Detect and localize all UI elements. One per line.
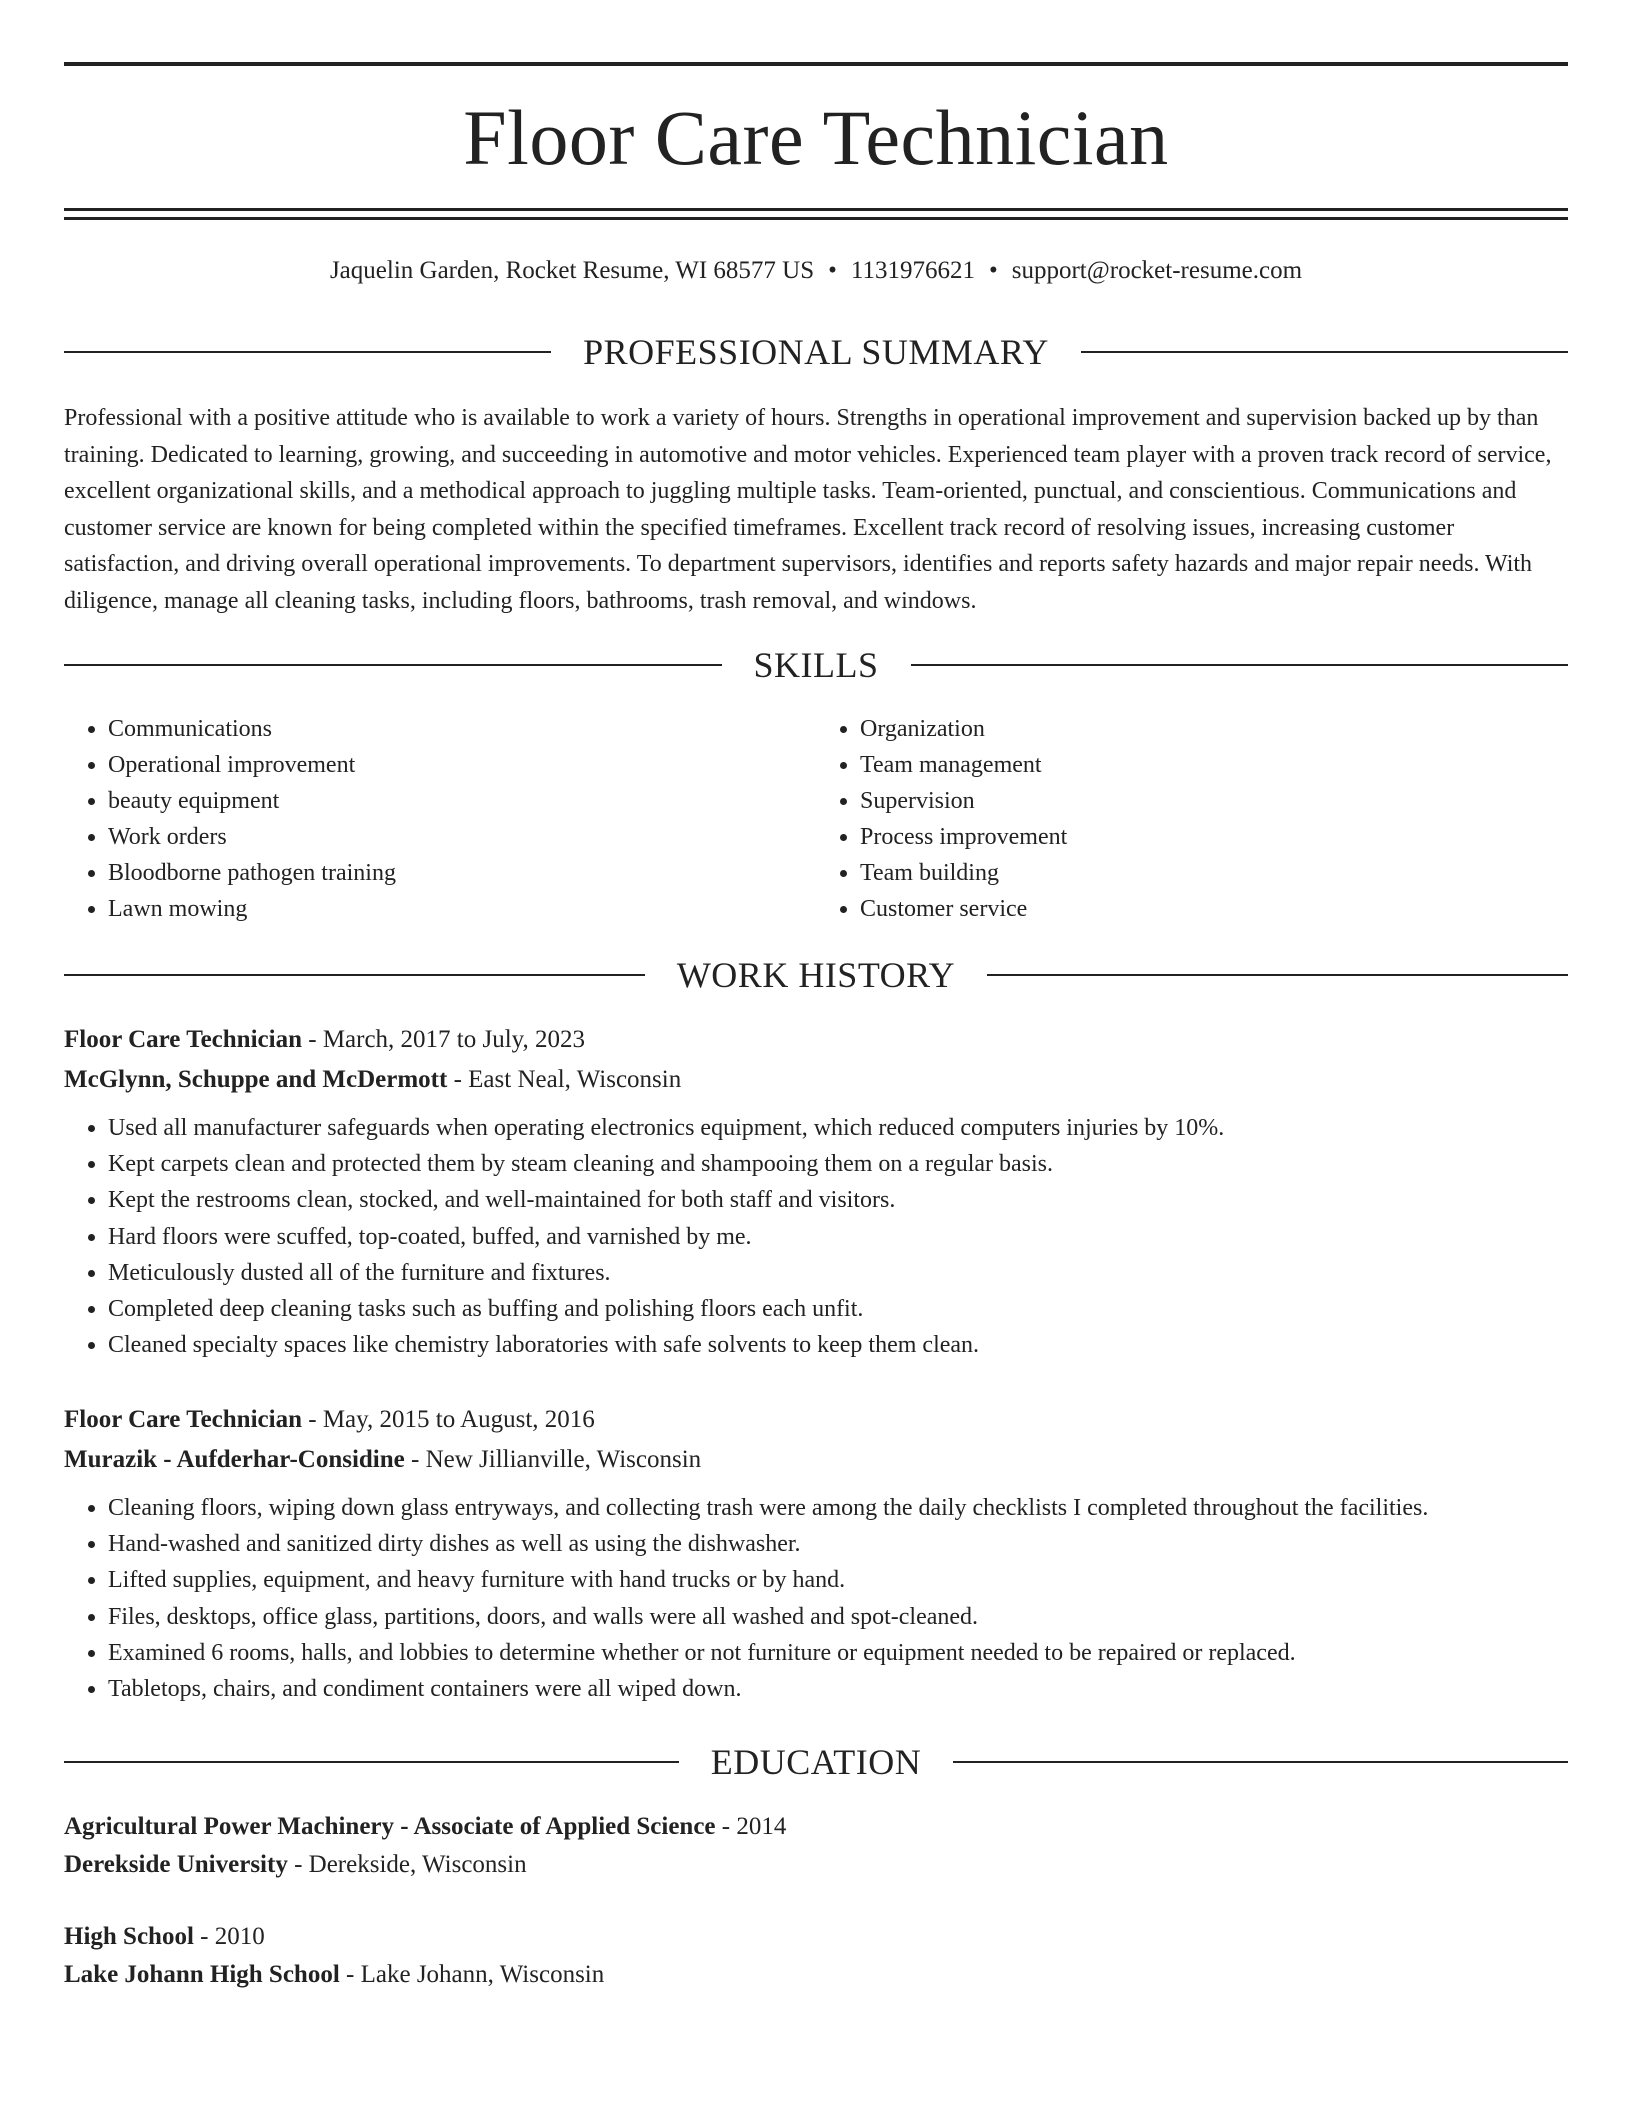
section-header-skills xyxy=(64,643,1568,687)
skills-list xyxy=(64,711,1568,927)
job-bullet: • Files, desktops, office glass, partitions, doors, and walls were all washed and spot-cleaned. xyxy=(108,1599,1568,1635)
education-year: 2014 xyxy=(736,1813,787,1840)
job-bullet: • Cleaned specialty spaces like chemistry laboratories with safe solvents to keep them clean. xyxy=(108,1327,1568,1363)
dash: - xyxy=(453,1066,462,1093)
job-bullet: • Hard floors were scuffed, top-coated, buffed, and varnished by me. xyxy=(108,1219,1568,1255)
divider-line xyxy=(64,664,722,666)
dash: - xyxy=(308,1406,317,1433)
skill-item: • Team management xyxy=(860,747,1568,783)
top-rule xyxy=(64,62,1568,66)
education-school: Derekside University xyxy=(64,1851,288,1878)
job-company-line xyxy=(64,1440,1568,1480)
summary-text: Professional with a positive attitude who is available to work a variety of hours. Strengths in operational improvement and supervision backed up by than training. Dedicated to learning, growing, and succeeding in automotive and motor vehicles. Experienced team player with a proven track record of service, excellent organizational skills, and a methodical approach to juggling multiple tasks. Team-oriented, punctual, and conscientious. Communications and customer service are known for being completed within the specified timeframes. Excellent track record of resolving issues, increasing customer satisfaction, and driving overall operational improvements. To department supervisors, identifies and reports safety hazards and major repair needs. With diligence, manage all cleaning tasks, including floors, bathrooms, trash removal, and windows. xyxy=(64,405,1552,614)
education-degree: High School xyxy=(64,1923,194,1950)
divider-line xyxy=(987,974,1568,976)
divider-line xyxy=(64,974,645,976)
contact-email[interactable]: support@rocket-resume.com xyxy=(1011,257,1303,284)
dash: - xyxy=(346,1961,355,1988)
divider-line xyxy=(911,664,1569,666)
job-company: McGlynn, Schuppe and McDermott xyxy=(64,1066,448,1093)
job-bullets xyxy=(64,1490,1568,1707)
skill-item: • Lawn mowing xyxy=(108,891,816,927)
job-location: East Neal, Wisconsin xyxy=(468,1066,682,1093)
job-bullet: • Lifted supplies, equipment, and heavy furniture with hand trucks or by hand. xyxy=(108,1562,1568,1598)
contact-separator: • xyxy=(988,257,998,284)
job-bullet: • Meticulously dusted all of the furniture and fixtures. xyxy=(108,1255,1568,1291)
job-dates: March, 2017 to July, 2023 xyxy=(322,1026,586,1053)
skill-item: • Supervision xyxy=(860,783,1568,819)
dash: - xyxy=(200,1923,209,1950)
resume-title: Floor Care Technician xyxy=(463,94,1169,181)
section-header-education xyxy=(64,1740,1568,1784)
divider-line xyxy=(64,351,551,353)
education-entry xyxy=(64,1808,1568,1884)
divider-line xyxy=(1081,351,1568,353)
divider-line xyxy=(64,1761,679,1763)
education-school-line xyxy=(64,1846,1568,1884)
contact-address: Jaquelin Garden, Rocket Resume, WI 68577 US xyxy=(329,257,815,284)
contact-separator: • xyxy=(828,257,837,284)
dash: - xyxy=(411,1446,420,1473)
section-title-skills: SKILLS xyxy=(753,645,879,685)
contact-line xyxy=(64,254,1568,288)
job-bullets xyxy=(64,1110,1568,1363)
education-year: 2010 xyxy=(214,1923,265,1950)
skill-item: • Customer service xyxy=(860,891,1568,927)
title-double-rule xyxy=(64,208,1568,220)
education-degree: Agricultural Power Machinery - Associate of Applied Science xyxy=(64,1813,716,1840)
job-title: Floor Care Technician xyxy=(64,1406,302,1433)
skill-item: • Process improvement xyxy=(860,819,1568,855)
section-title-summary: PROFESSIONAL SUMMARY xyxy=(583,332,1049,372)
job-dates: May, 2015 to August, 2016 xyxy=(322,1406,595,1433)
job-bullet: • Cleaning floors, wiping down glass entryways, and collecting trash were among the daily checklists I completed throughout the facilities. xyxy=(108,1490,1568,1526)
skills-column-right xyxy=(816,711,1568,927)
section-header-summary xyxy=(64,330,1568,374)
job-title-line xyxy=(64,1020,1568,1060)
education-location: Lake Johann, Wisconsin xyxy=(360,1961,605,1988)
skill-item: • beauty equipment xyxy=(108,783,816,819)
job-location: New Jillianville, Wisconsin xyxy=(425,1446,702,1473)
job-company-line xyxy=(64,1060,1568,1100)
section-header-work xyxy=(64,953,1568,997)
skill-item: • Bloodborne pathogen training xyxy=(108,855,816,891)
education-entry xyxy=(64,1918,1568,1994)
job-company: Murazik - Aufderhar-Considine xyxy=(64,1446,405,1473)
job-bullet: • Examined 6 rooms, halls, and lobbies to determine whether or not furniture or equipment needed to be repaired or replaced. xyxy=(108,1635,1568,1671)
job-bullet: • Kept the restrooms clean, stocked, and well-maintained for both staff and visitors. xyxy=(108,1182,1568,1218)
skill-item: • Communications xyxy=(108,711,816,747)
skill-item: • Operational improvement xyxy=(108,747,816,783)
dash: - xyxy=(294,1851,303,1878)
skill-item: • Work orders xyxy=(108,819,816,855)
job-title: Floor Care Technician xyxy=(64,1026,302,1053)
dash: - xyxy=(721,1813,731,1840)
dash: - xyxy=(308,1026,317,1053)
section-title-education: EDUCATION xyxy=(710,1742,922,1782)
job-bullet: • Tabletops, chairs, and condiment containers were all wiped down. xyxy=(108,1671,1568,1707)
skills-column-left xyxy=(64,711,816,927)
job-entry xyxy=(64,1020,1568,1363)
education-school-line xyxy=(64,1956,1568,1994)
skill-item: • Organization xyxy=(860,711,1568,747)
contact-phone: 1131976621 xyxy=(850,257,975,284)
education-school: Lake Johann High School xyxy=(64,1961,340,1988)
job-bullet: • Completed deep cleaning tasks such as buffing and polishing floors each unfit. xyxy=(108,1291,1568,1327)
education-degree-line xyxy=(64,1918,1568,1956)
job-bullet: • Kept carpets clean and protected them by steam cleaning and shampooing them on a regular basis. xyxy=(108,1146,1568,1182)
job-entry xyxy=(64,1400,1568,1707)
education-location: Derekside, Wisconsin xyxy=(308,1851,527,1878)
job-title-line xyxy=(64,1400,1568,1440)
skill-item: • Team building xyxy=(860,855,1568,891)
education-degree-line xyxy=(64,1808,1568,1846)
divider-line xyxy=(953,1761,1568,1763)
job-bullet: • Used all manufacturer safeguards when operating electronics equipment, which reduced computers injuries by 10%. xyxy=(108,1110,1568,1146)
job-bullet: • Hand-washed and sanitized dirty dishes as well as using the dishwasher. xyxy=(108,1526,1568,1562)
section-title-work: WORK HISTORY xyxy=(676,955,956,995)
